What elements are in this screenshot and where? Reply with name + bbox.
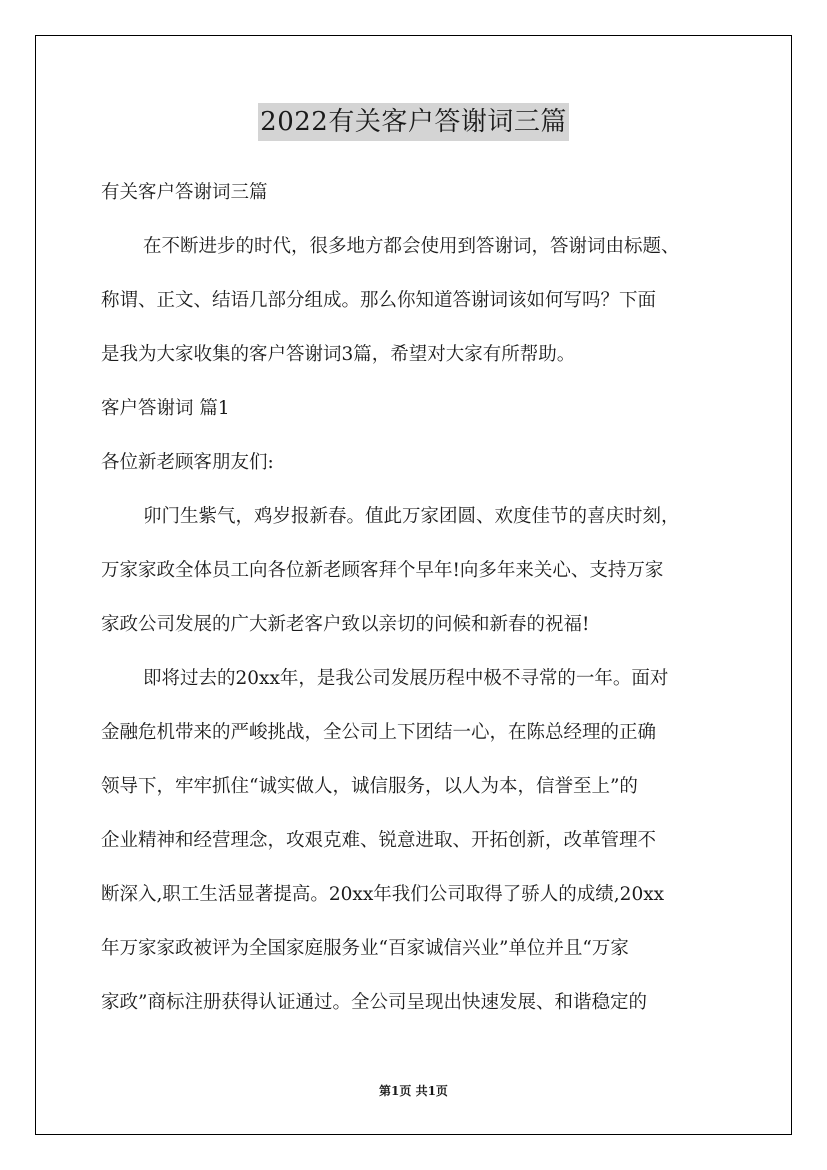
document-body [101,166,727,1030]
document-title: 2022有关客户答谢词三篇 [258,103,569,141]
paragraph-line: 万家家政全体员工向各位新老顾客拜个早年!向多年来关心、支持万家 [101,560,664,581]
paragraph-line: 企业精神和经营理念，攻艰克难、锐意进取、开拓创新，改革管理不 [101,830,657,851]
paragraph-line: 称谓、正文、结语几部分组成。那么你知道答谢词该如何写吗？下面 [101,290,657,311]
document-title-wrap [0,103,827,141]
subtitle-line: 有关客户答谢词三篇 [101,182,268,203]
page-number-footer: 第1页 共1页 [379,1084,448,1098]
paragraph-line: 是我为大家收集的客户答谢词3篇，希望对大家有所帮助。 [101,344,576,365]
paragraph-line: 年万家家政被评为全国家庭服务业“百家诚信兴业”单位并且“万家 [101,938,629,959]
paragraph-line: 金融危机带来的严峻挑战，全公司上下团结一心，在陈总经理的正确 [101,722,657,743]
paragraph-line: 领导下，牢牢抓住“诚实做人，诚信服务，以人为本，信誉至上”的 [101,776,638,797]
paragraph-line: 卯门生紫气，鸡岁报新春。值此万家团圆、欢度佳节的喜庆时刻， [143,506,680,527]
paragraph-line: 断深入,职工生活显著提高。20xx年我们公司取得了骄人的成绩,20xx [101,884,665,905]
paragraph-line: 即将过去的20xx年，是我公司发展历程中极不寻常的一年。面对 [143,668,669,689]
salutation-line: 各位新老顾客朋友们: [101,452,274,473]
paragraph-line: 家政公司发展的广大新老客户致以亲切的问候和新春的祝福! [101,614,590,635]
section-heading: 客户答谢词 篇1 [101,398,230,419]
paragraph-line: 家政”商标注册获得认证通过。全公司呈现出快速发展、和谐稳定的 [101,992,647,1013]
paragraph-line: 在不断进步的时代，很多地方都会使用到答谢词，答谢词由标题、 [143,236,680,257]
